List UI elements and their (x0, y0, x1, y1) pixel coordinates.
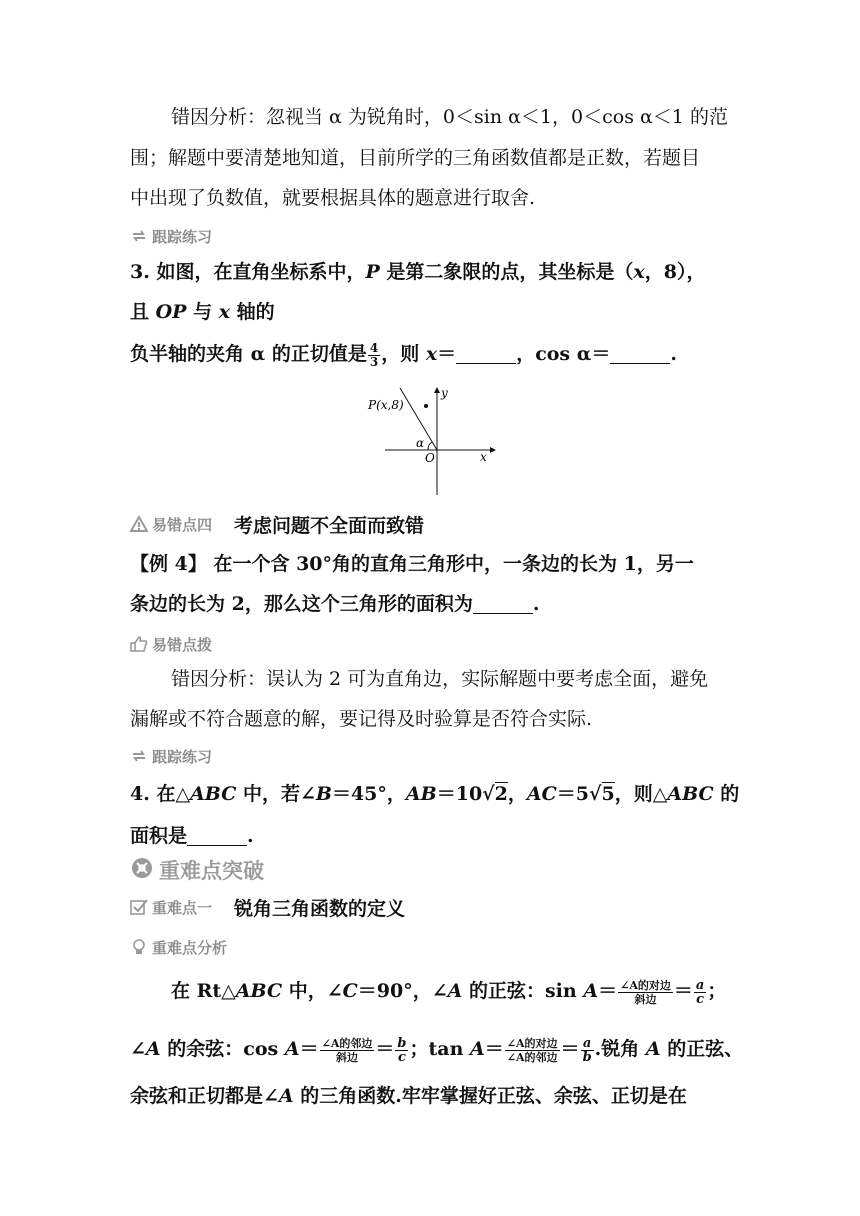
cos-ratio: $\frac{b}{c}$ (397, 1035, 407, 1065)
key-points-section-heading (130, 855, 264, 885)
analysis-tag (130, 935, 227, 959)
checkbox-icon (130, 898, 148, 916)
tan-ratio: $\frac{a}{b}$ (582, 1035, 592, 1065)
sqrt-5: √5 (589, 783, 615, 805)
key-point-1-tag (130, 895, 405, 919)
follow-practice-tag-2 (130, 744, 212, 768)
sqrt-2: √2 (482, 783, 508, 805)
tip-tag (130, 632, 212, 656)
coordinate-svg (360, 385, 500, 500)
x-axis-label: x (480, 450, 487, 464)
error-analysis-2-line-1: 错因分析：误认为 2 可为直角边，实际解题中要考虑全面，避免 (171, 668, 709, 690)
error-analysis-2-line-2: 漏解或不符合题意的解，要记得及时验算是否符合实际. (130, 708, 593, 730)
point-p-label: P(x,8) (368, 398, 404, 412)
error-analysis-line-2: 围；解题中要清楚地知道，目前所学的三角函数值都是正数，若题目 (130, 147, 701, 169)
thumbs-up-icon (130, 635, 148, 653)
fraction-4-3: $\frac{4}{3}$ (369, 340, 379, 369)
answer-blank-x[interactable] (456, 343, 516, 364)
key-point-1-title: 锐角三角函数的定义 (234, 897, 406, 920)
y-axis-label: y (441, 386, 448, 400)
mistake-point-4-tag (130, 512, 424, 536)
mistake-point-4-title: 考虑问题不全面而致错 (234, 514, 425, 537)
question-4-line-2: 面积是 . (130, 825, 254, 847)
error-analysis-line-3: 中出现了负数值，就要根据具体的题意进行取舍. (130, 187, 536, 209)
lightbulb-icon (130, 938, 148, 956)
question-3-line-2: 且 OP 与 x 轴的 (130, 301, 275, 323)
alpha-label: α (416, 436, 425, 450)
follow-practice-label: 跟踪练习 (152, 227, 213, 246)
key-points-icon (130, 856, 154, 885)
follow-practice-label: 跟踪练习 (152, 747, 213, 766)
analysis-label: 重难点分析 (152, 938, 228, 957)
sin-fraction: $\frac{\text{∠A的对边}}{\text{斜边}}$ (620, 978, 671, 1006)
repeat-icon (130, 747, 148, 765)
definition-line-2: ∠A 的余弦：cos A＝ $\frac{\text{∠A的邻边}}{\text{斜边}}$ ＝ $\frac{b}{c}$ ；tan A＝ $\frac{\text{∠A的对边}}{\text{∠A的邻边}}$ ＝ $\frac{a}{b}$ .锐角 A 的正弦、 (130, 1035, 744, 1065)
y-axis-arrow (434, 387, 440, 393)
angle-arc (428, 442, 432, 450)
follow-practice-tag-1 (130, 224, 212, 248)
question-3-line-1: 3. 如图，在直角坐标系中，P 是第二象限的点，其坐标是（x，8）， (130, 261, 706, 283)
answer-blank-area-2[interactable] (187, 825, 247, 846)
tan-fraction: $\frac{\text{∠A的对边}}{\text{∠A的邻边}}$ (506, 1036, 558, 1064)
sin-ratio: $\frac{a}{c}$ (695, 977, 705, 1007)
key-point-1-label: 重难点一 (152, 898, 213, 917)
tip-label: 易错点拨 (152, 635, 213, 654)
cos-fraction: $\frac{\text{∠A的邻边}}{\text{斜边}}$ (321, 1036, 373, 1064)
question-3-line-3: 负半轴的夹角 α 的正切值是 $\frac{4}{3}$ ，则 x＝ ，cos α＝ . (130, 340, 677, 369)
mistake-point-4-label: 易错点四 (152, 515, 213, 534)
origin-label: O (425, 451, 435, 465)
definition-line-1: 在 Rt△ABC 中，∠C＝90°，∠A 的正弦：sin A＝ $\frac{\text{∠A的对边}}{\text{斜边}}$ ＝ $\frac{a}{c}$ ； (171, 977, 727, 1007)
warning-icon (130, 515, 148, 533)
coordinate-figure (360, 385, 500, 500)
definition-line-3: 余弦和正切都是∠A 的三角函数.牢牢掌握好正弦、余弦、正切是在 (130, 1085, 687, 1107)
example-4-line-1: 【例 4】 在一个含 30°角的直角三角形中，一条边的长为 1，另一 (130, 553, 694, 575)
repeat-icon (130, 227, 148, 245)
answer-blank-cos[interactable] (610, 343, 670, 364)
answer-blank-area[interactable] (473, 593, 533, 614)
point-p (424, 404, 428, 408)
question-4-line-1: 4. 在△ABC 中，若∠B＝45°，AB＝10√2，AC＝5√5，则△ABC 的 (130, 783, 740, 805)
key-points-label: 重难点突破 (159, 859, 264, 883)
error-analysis-line-1: 错因分析：忽视当 α 为锐角时，0＜sin α＜1，0＜cos α＜1 的范 (171, 106, 728, 128)
x-axis-arrow (490, 447, 496, 453)
example-4-line-2: 条边的长为 2，那么这个三角形的面积为 . (130, 593, 540, 615)
